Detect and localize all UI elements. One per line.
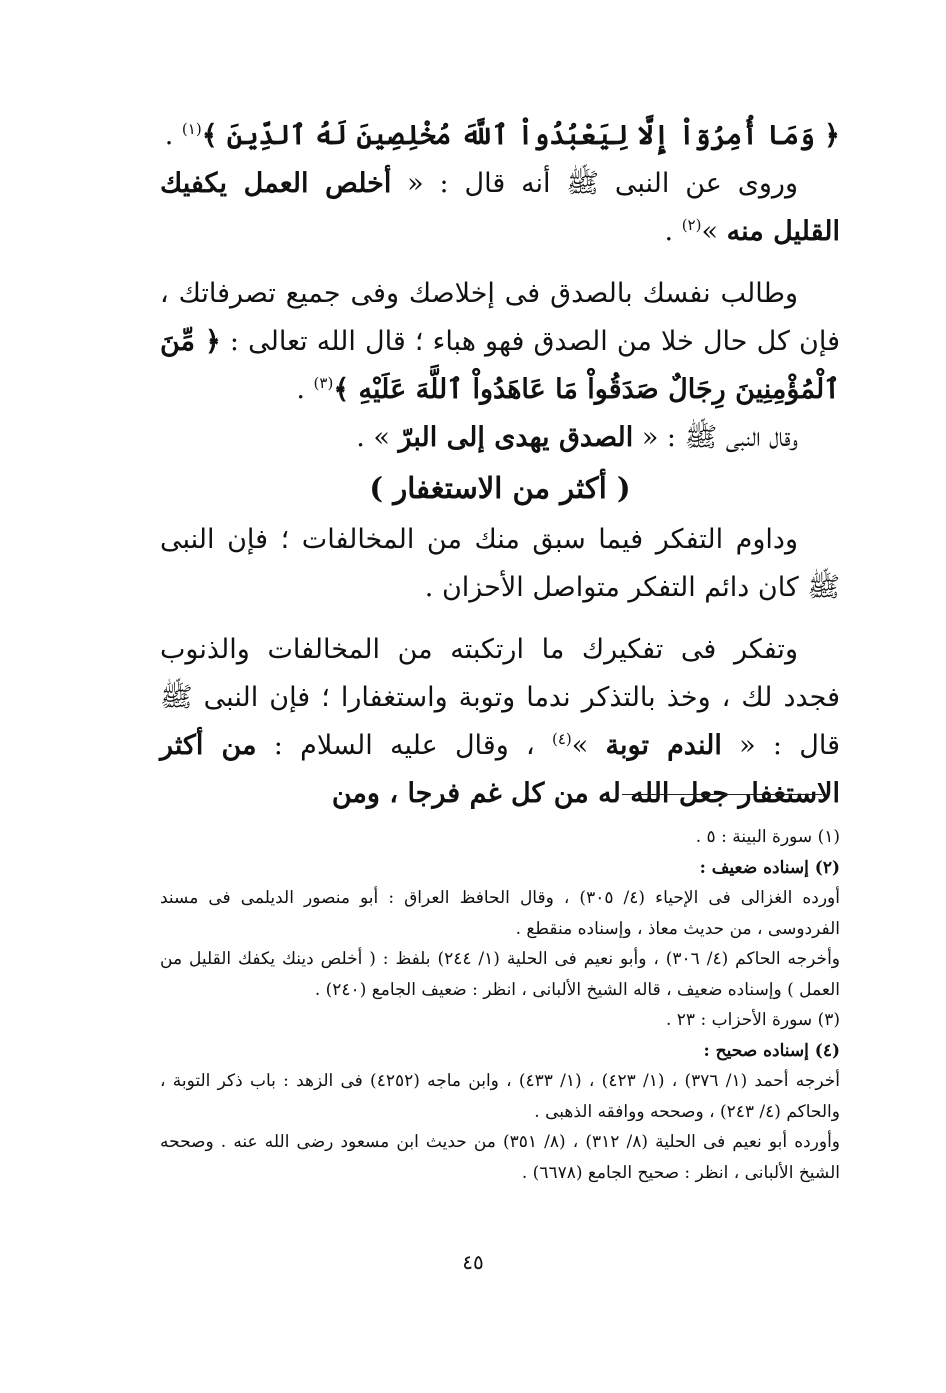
footnote-1: (١) سورة البينة : ٥ .	[695, 827, 840, 847]
footnote-4-text-b: وأورده أبو نعيم فى الحلية (٨/ ٣١٢) ، (٨/ ٣٥١) من حديث ابن مسعود رضى الله عنه . وصححه الشيخ الألبانى ، انظر : صحيح الجامع (٦٦٧٨) .	[160, 1132, 841, 1183]
quran-verse: ﴿ وَمَا أُمِرُوٓاْ إِلَّا لِيَعْبُدُواْ ٱللَّهَ مُخْلِصِينَ لَهُ ٱلدِّينَ ﴾	[201, 120, 840, 151]
footnote-ref: (٣)	[313, 374, 334, 392]
paragraph-sidq: وطالب نفسك بالصدق فى إخلاصك وفى جميع تصرفاتك ، فإن كل حال خلا من الصدق فهو هباء ؛ قال الله تعالى : ﴿ مِّنَ ٱلْمُؤْمِنِينَ رِجَالٌ صَدَقُواْ مَا عَاهَدُواْ ٱللَّهَ عَلَيْهِ ﴾$^{(٣)}$ .	[160, 278, 840, 405]
footnote-ref: (٢)	[681, 216, 702, 234]
quran-verse: ﴿ مِّنَ ٱلْمُؤْمِنِينَ رِجَالٌ صَدَقُواْ مَا عَاهَدُواْ ٱللَّهَ عَلَيْهِ ﴾	[160, 326, 840, 405]
footnote-2-text-a: أورده الغزالى فى الإحياء (٤/ ٣٠٥) ، وقال الحافظ العراق : أبو منصور الديلمى فى مسند الفردوسى ، من حديث معاذ ، وإسناده منقطع .	[160, 888, 840, 939]
main-text	[160, 112, 840, 818]
footnotes	[160, 822, 840, 1188]
paragraph-hadith-sidq: وقال النبى ﷺ : « الصدق يهدى إلى البرّ » .	[356, 422, 798, 453]
hadith-text: الصدق يهدى إلى البرّ	[398, 422, 634, 453]
page-number: ٤٥	[462, 1250, 484, 1274]
verse-line: ﴿ وَمَا أُمِرُوٓاْ إِلَّا لِيَعْبُدُواْ ٱللَّهَ مُخْلِصِينَ لَهُ ٱلدِّينَ ﴾$^{(١)}$ .	[164, 120, 840, 151]
footnote-2-heading: (٢) إسناده ضعيف :	[699, 857, 840, 878]
footnote-separator	[622, 794, 822, 795]
section-heading: ( أكثر من الاستغفار )	[369, 471, 631, 505]
hadith-text: من أكثر الاستغفار جعل الله له من كل غم فرجا ، ومن	[160, 730, 840, 809]
footnote-3: (٣) سورة الأحزاب : ٢٣ .	[665, 1010, 840, 1030]
footnote-ref: (٤)	[551, 730, 572, 748]
footnote-2-text-b: وأخرجه الحاكم (٤/ ٣٠٦) ، وأبو نعيم فى الحلية (١/ ٢٤٤) بلفظ : ( أخلص دينك يكفك القليل من العمل ) وإسناده ضعيف ، قاله الشيخ الألبانى ، انظر : ضعيف الجامع (٢٤٠) .	[160, 949, 840, 1000]
footnote-4-text-a: أخرجه أحمد (١/ ٣٧٦) ، (١/ ٤٢٣) ، (١/ ٤٣٣) ، وابن ماجه (٤٢٥٢) فى الزهد : باب ذكر التوبة ، والحاكم (٤/ ٢٤٣) ، وصححه ووافقه الذهبى .	[160, 1071, 840, 1122]
hadith-text: أخلص العمل يكفيك القليل منه	[160, 168, 840, 247]
paragraph-hadith-ikhlas: وروى عن النبى ﷺ أنه قال : « أخلص العمل يكفيك القليل منه »$^{(٢)}$ .	[160, 168, 840, 247]
paragraph-istighfar: وتفكر فى تفكيرك ما ارتكبته من المخالفات والذنوب فجدد لك ، وخذ بالتذكر ندما وتوبة واستغفارا ؛ فإن النبى ﷺ قال : « الندم توبة »$^{(٤)}$ ، وقال عليه السلام : من أكثر الاستغفار جعل الله له من كل غم فرجا ، ومن	[160, 634, 840, 809]
paragraph-tafakkur: وداوم التفكر فيما سبق منك من المخالفات ؛ فإن النبى ﷺ كان دائم التفكر متواصل الأحزان .	[160, 524, 840, 603]
hadith-text: الندم توبة	[605, 730, 722, 761]
footnote-4-heading: (٤) إسناده صحيح :	[703, 1040, 840, 1061]
footnote-ref: (١)	[181, 120, 202, 138]
